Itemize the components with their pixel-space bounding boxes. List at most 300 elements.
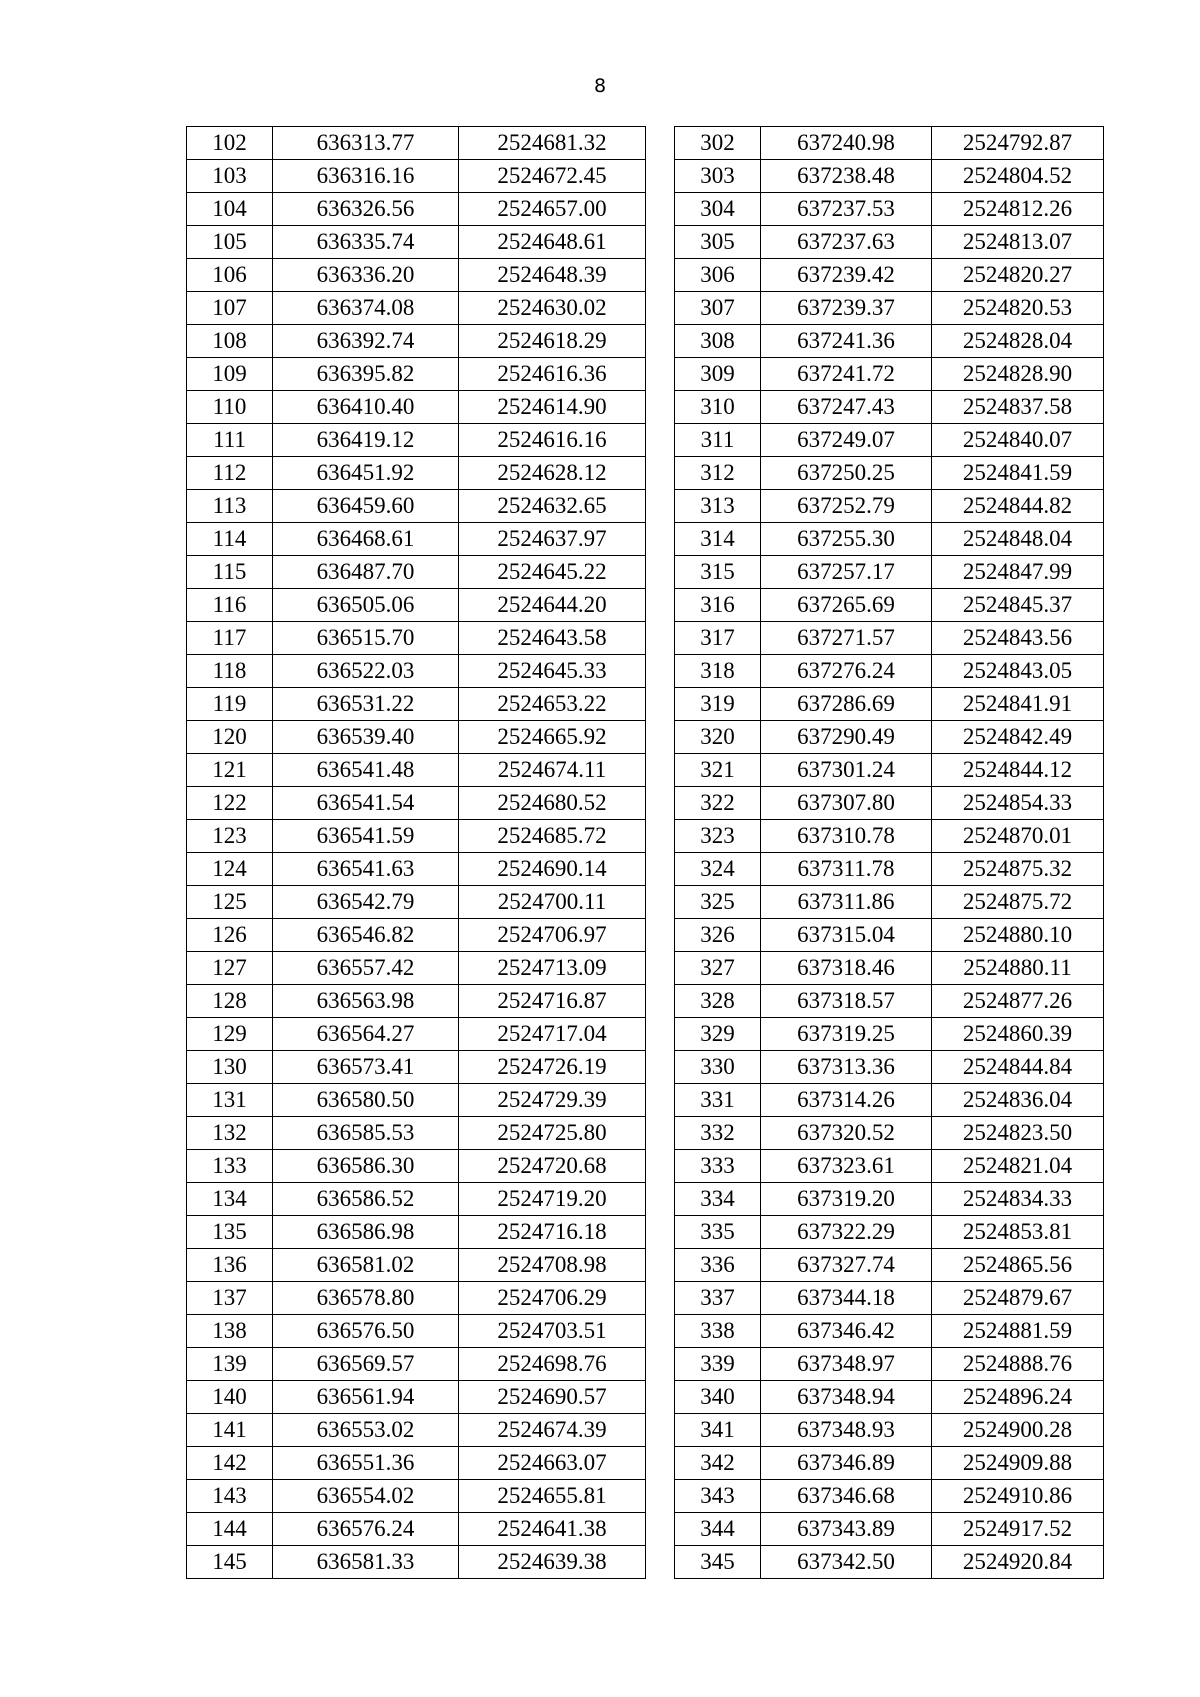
point-number-cell: 125 [187, 886, 273, 919]
table-row [187, 1315, 646, 1348]
y-coordinate-cell: 2524717.04 [459, 1018, 646, 1051]
point-number-cell: 115 [187, 556, 273, 589]
x-coordinate-cell: 636576.50 [273, 1315, 459, 1348]
x-coordinate-cell: 636326.56 [273, 193, 459, 226]
point-number-cell: 138 [187, 1315, 273, 1348]
table-row [187, 1447, 646, 1480]
point-number-cell: 320 [675, 721, 761, 754]
y-coordinate-cell: 2524713.09 [459, 952, 646, 985]
y-coordinate-cell: 2524865.56 [932, 1249, 1104, 1282]
table-row [675, 1084, 1104, 1117]
table-row [675, 1513, 1104, 1546]
table-row [187, 556, 646, 589]
point-number-cell: 340 [675, 1381, 761, 1414]
y-coordinate-cell: 2524719.20 [459, 1183, 646, 1216]
y-coordinate-cell: 2524653.22 [459, 688, 646, 721]
y-coordinate-cell: 2524657.00 [459, 193, 646, 226]
table-row [675, 721, 1104, 754]
y-coordinate-cell: 2524690.57 [459, 1381, 646, 1414]
y-coordinate-cell: 2524645.22 [459, 556, 646, 589]
table-row [187, 523, 646, 556]
x-coordinate-cell: 637343.89 [761, 1513, 932, 1546]
x-coordinate-cell: 637276.24 [761, 655, 932, 688]
y-coordinate-cell: 2524880.10 [932, 919, 1104, 952]
point-number-cell: 144 [187, 1513, 273, 1546]
table-row [187, 787, 646, 820]
point-number-cell: 126 [187, 919, 273, 952]
table-row [187, 622, 646, 655]
table-row [187, 1249, 646, 1282]
table-row [675, 1018, 1104, 1051]
y-coordinate-cell: 2524706.29 [459, 1282, 646, 1315]
point-number-cell: 339 [675, 1348, 761, 1381]
y-coordinate-cell: 2524716.18 [459, 1216, 646, 1249]
y-coordinate-cell: 2524813.07 [932, 226, 1104, 259]
x-coordinate-cell: 637344.18 [761, 1282, 932, 1315]
point-number-cell: 342 [675, 1447, 761, 1480]
table-row [187, 721, 646, 754]
y-coordinate-cell: 2524716.87 [459, 985, 646, 1018]
table-row [675, 292, 1104, 325]
point-number-cell: 312 [675, 457, 761, 490]
y-coordinate-cell: 2524842.49 [932, 721, 1104, 754]
table-row [675, 457, 1104, 490]
x-coordinate-cell: 637346.68 [761, 1480, 932, 1513]
point-number-cell: 133 [187, 1150, 273, 1183]
point-number-cell: 337 [675, 1282, 761, 1315]
y-coordinate-cell: 2524685.72 [459, 820, 646, 853]
y-coordinate-cell: 2524792.87 [932, 127, 1104, 160]
x-coordinate-cell: 636563.98 [273, 985, 459, 1018]
table-row [675, 952, 1104, 985]
table-row [675, 1480, 1104, 1513]
x-coordinate-cell: 637240.98 [761, 127, 932, 160]
y-coordinate-cell: 2524700.11 [459, 886, 646, 919]
table-row [675, 1381, 1104, 1414]
y-coordinate-cell: 2524632.65 [459, 490, 646, 523]
point-number-cell: 110 [187, 391, 273, 424]
x-coordinate-cell: 636505.06 [273, 589, 459, 622]
x-coordinate-cell: 636586.98 [273, 1216, 459, 1249]
point-number-cell: 311 [675, 424, 761, 457]
point-number-cell: 103 [187, 160, 273, 193]
point-number-cell: 341 [675, 1414, 761, 1447]
table-row [675, 1249, 1104, 1282]
x-coordinate-cell: 636578.80 [273, 1282, 459, 1315]
table-row [187, 688, 646, 721]
y-coordinate-cell: 2524877.26 [932, 985, 1104, 1018]
point-number-cell: 111 [187, 424, 273, 457]
table-row [187, 1348, 646, 1381]
y-coordinate-cell: 2524703.51 [459, 1315, 646, 1348]
y-coordinate-cell: 2524641.38 [459, 1513, 646, 1546]
point-number-cell: 306 [675, 259, 761, 292]
y-coordinate-cell: 2524841.91 [932, 688, 1104, 721]
x-coordinate-cell: 637327.74 [761, 1249, 932, 1282]
y-coordinate-cell: 2524674.39 [459, 1414, 646, 1447]
y-coordinate-cell: 2524888.76 [932, 1348, 1104, 1381]
point-number-cell: 104 [187, 193, 273, 226]
x-coordinate-cell: 637239.37 [761, 292, 932, 325]
y-coordinate-cell: 2524837.58 [932, 391, 1104, 424]
point-number-cell: 325 [675, 886, 761, 919]
page-number: 8 [593, 75, 607, 97]
point-number-cell: 141 [187, 1414, 273, 1447]
table-row [187, 193, 646, 226]
x-coordinate-cell: 637346.89 [761, 1447, 932, 1480]
x-coordinate-cell: 636554.02 [273, 1480, 459, 1513]
coordinate-table-right-body [675, 127, 1104, 1579]
table-row [675, 358, 1104, 391]
x-coordinate-cell: 636586.52 [273, 1183, 459, 1216]
y-coordinate-cell: 2524848.04 [932, 523, 1104, 556]
point-number-cell: 118 [187, 655, 273, 688]
x-coordinate-cell: 637290.49 [761, 721, 932, 754]
point-number-cell: 124 [187, 853, 273, 886]
x-coordinate-cell: 637241.72 [761, 358, 932, 391]
table-row [675, 655, 1104, 688]
point-number-cell: 329 [675, 1018, 761, 1051]
x-coordinate-cell: 636580.50 [273, 1084, 459, 1117]
point-number-cell: 131 [187, 1084, 273, 1117]
table-row [187, 358, 646, 391]
point-number-cell: 117 [187, 622, 273, 655]
table-row [675, 1051, 1104, 1084]
table-row [675, 820, 1104, 853]
point-number-cell: 113 [187, 490, 273, 523]
y-coordinate-cell: 2524840.07 [932, 424, 1104, 457]
y-coordinate-cell: 2524708.98 [459, 1249, 646, 1282]
x-coordinate-cell: 636546.82 [273, 919, 459, 952]
y-coordinate-cell: 2524628.12 [459, 457, 646, 490]
x-coordinate-cell: 636553.02 [273, 1414, 459, 1447]
x-coordinate-cell: 636576.24 [273, 1513, 459, 1546]
table-row [187, 226, 646, 259]
table-row [187, 1216, 646, 1249]
x-coordinate-cell: 636459.60 [273, 490, 459, 523]
x-coordinate-cell: 637310.78 [761, 820, 932, 853]
x-coordinate-cell: 637319.25 [761, 1018, 932, 1051]
x-coordinate-cell: 636335.74 [273, 226, 459, 259]
y-coordinate-cell: 2524644.20 [459, 589, 646, 622]
x-coordinate-cell: 636392.74 [273, 325, 459, 358]
point-number-cell: 313 [675, 490, 761, 523]
x-coordinate-cell: 637323.61 [761, 1150, 932, 1183]
x-coordinate-cell: 636541.63 [273, 853, 459, 886]
table-row [187, 259, 646, 292]
table-row [187, 1480, 646, 1513]
table-row [675, 523, 1104, 556]
point-number-cell: 302 [675, 127, 761, 160]
point-number-cell: 128 [187, 985, 273, 1018]
table-row [675, 1348, 1104, 1381]
point-number-cell: 139 [187, 1348, 273, 1381]
point-number-cell: 140 [187, 1381, 273, 1414]
point-number-cell: 309 [675, 358, 761, 391]
point-number-cell: 332 [675, 1117, 761, 1150]
x-coordinate-cell: 637237.63 [761, 226, 932, 259]
table-row [187, 391, 646, 424]
x-coordinate-cell: 637252.79 [761, 490, 932, 523]
table-row [675, 688, 1104, 721]
table-row [675, 1183, 1104, 1216]
table-row [187, 1018, 646, 1051]
y-coordinate-cell: 2524870.01 [932, 820, 1104, 853]
y-coordinate-cell: 2524880.11 [932, 952, 1104, 985]
table-row [675, 1447, 1104, 1480]
point-number-cell: 120 [187, 721, 273, 754]
table-row [187, 490, 646, 523]
point-number-cell: 330 [675, 1051, 761, 1084]
x-coordinate-cell: 637311.78 [761, 853, 932, 886]
x-coordinate-cell: 636586.30 [273, 1150, 459, 1183]
y-coordinate-cell: 2524616.36 [459, 358, 646, 391]
y-coordinate-cell: 2524672.45 [459, 160, 646, 193]
y-coordinate-cell: 2524821.04 [932, 1150, 1104, 1183]
y-coordinate-cell: 2524665.92 [459, 721, 646, 754]
x-coordinate-cell: 637320.52 [761, 1117, 932, 1150]
table-row [675, 424, 1104, 457]
table-row [675, 886, 1104, 919]
x-coordinate-cell: 637348.94 [761, 1381, 932, 1414]
x-coordinate-cell: 636419.12 [273, 424, 459, 457]
y-coordinate-cell: 2524860.39 [932, 1018, 1104, 1051]
y-coordinate-cell: 2524663.07 [459, 1447, 646, 1480]
table-row [187, 820, 646, 853]
y-coordinate-cell: 2524875.32 [932, 853, 1104, 886]
point-number-cell: 106 [187, 259, 273, 292]
y-coordinate-cell: 2524844.84 [932, 1051, 1104, 1084]
table-row [675, 259, 1104, 292]
point-number-cell: 121 [187, 754, 273, 787]
x-coordinate-cell: 637319.20 [761, 1183, 932, 1216]
x-coordinate-cell: 636542.79 [273, 886, 459, 919]
table-row [675, 1117, 1104, 1150]
point-number-cell: 321 [675, 754, 761, 787]
y-coordinate-cell: 2524616.16 [459, 424, 646, 457]
point-number-cell: 318 [675, 655, 761, 688]
x-coordinate-cell: 636541.48 [273, 754, 459, 787]
point-number-cell: 114 [187, 523, 273, 556]
x-coordinate-cell: 636313.77 [273, 127, 459, 160]
table-row [675, 391, 1104, 424]
point-number-cell: 331 [675, 1084, 761, 1117]
point-number-cell: 129 [187, 1018, 273, 1051]
x-coordinate-cell: 637307.80 [761, 787, 932, 820]
table-row [675, 754, 1104, 787]
x-coordinate-cell: 636468.61 [273, 523, 459, 556]
x-coordinate-cell: 636395.82 [273, 358, 459, 391]
point-number-cell: 123 [187, 820, 273, 853]
point-number-cell: 345 [675, 1546, 761, 1579]
point-number-cell: 119 [187, 688, 273, 721]
table-row [675, 193, 1104, 226]
x-coordinate-cell: 636581.33 [273, 1546, 459, 1579]
x-coordinate-cell: 637314.26 [761, 1084, 932, 1117]
point-number-cell: 307 [675, 292, 761, 325]
y-coordinate-cell: 2524900.28 [932, 1414, 1104, 1447]
y-coordinate-cell: 2524681.32 [459, 127, 646, 160]
y-coordinate-cell: 2524854.33 [932, 787, 1104, 820]
point-number-cell: 116 [187, 589, 273, 622]
point-number-cell: 326 [675, 919, 761, 952]
y-coordinate-cell: 2524812.26 [932, 193, 1104, 226]
table-row [187, 325, 646, 358]
y-coordinate-cell: 2524725.80 [459, 1117, 646, 1150]
table-row [675, 556, 1104, 589]
x-coordinate-cell: 637348.93 [761, 1414, 932, 1447]
point-number-cell: 305 [675, 226, 761, 259]
table-row [187, 424, 646, 457]
point-number-cell: 324 [675, 853, 761, 886]
point-number-cell: 315 [675, 556, 761, 589]
point-number-cell: 314 [675, 523, 761, 556]
point-number-cell: 338 [675, 1315, 761, 1348]
x-coordinate-cell: 637250.25 [761, 457, 932, 490]
y-coordinate-cell: 2524844.12 [932, 754, 1104, 787]
point-number-cell: 134 [187, 1183, 273, 1216]
y-coordinate-cell: 2524843.05 [932, 655, 1104, 688]
x-coordinate-cell: 637271.57 [761, 622, 932, 655]
y-coordinate-cell: 2524836.04 [932, 1084, 1104, 1117]
table-row [187, 985, 646, 1018]
y-coordinate-cell: 2524804.52 [932, 160, 1104, 193]
table-row [187, 754, 646, 787]
y-coordinate-cell: 2524643.58 [459, 622, 646, 655]
table-row [675, 1315, 1104, 1348]
y-coordinate-cell: 2524879.67 [932, 1282, 1104, 1315]
point-number-cell: 333 [675, 1150, 761, 1183]
table-row [675, 919, 1104, 952]
table-row [187, 1150, 646, 1183]
y-coordinate-cell: 2524910.86 [932, 1480, 1104, 1513]
x-coordinate-cell: 636551.36 [273, 1447, 459, 1480]
y-coordinate-cell: 2524674.11 [459, 754, 646, 787]
table-row [675, 1414, 1104, 1447]
table-row [675, 622, 1104, 655]
y-coordinate-cell: 2524720.68 [459, 1150, 646, 1183]
y-coordinate-cell: 2524881.59 [932, 1315, 1104, 1348]
x-coordinate-cell: 637286.69 [761, 688, 932, 721]
y-coordinate-cell: 2524690.14 [459, 853, 646, 886]
table-row [187, 127, 646, 160]
point-number-cell: 316 [675, 589, 761, 622]
table-row [187, 1084, 646, 1117]
table-row [675, 1150, 1104, 1183]
y-coordinate-cell: 2524920.84 [932, 1546, 1104, 1579]
x-coordinate-cell: 636541.59 [273, 820, 459, 853]
y-coordinate-cell: 2524845.37 [932, 589, 1104, 622]
coordinate-table-left-body [187, 127, 646, 1579]
y-coordinate-cell: 2524655.81 [459, 1480, 646, 1513]
point-number-cell: 336 [675, 1249, 761, 1282]
table-row [187, 1546, 646, 1579]
y-coordinate-cell: 2524843.56 [932, 622, 1104, 655]
y-coordinate-cell: 2524648.61 [459, 226, 646, 259]
x-coordinate-cell: 637348.97 [761, 1348, 932, 1381]
table-row [187, 1282, 646, 1315]
point-number-cell: 335 [675, 1216, 761, 1249]
point-number-cell: 304 [675, 193, 761, 226]
x-coordinate-cell: 637255.30 [761, 523, 932, 556]
x-coordinate-cell: 636522.03 [273, 655, 459, 688]
y-coordinate-cell: 2524637.97 [459, 523, 646, 556]
point-number-cell: 127 [187, 952, 273, 985]
x-coordinate-cell: 637249.07 [761, 424, 932, 457]
point-number-cell: 323 [675, 820, 761, 853]
point-number-cell: 145 [187, 1546, 273, 1579]
table-row [187, 292, 646, 325]
x-coordinate-cell: 636581.02 [273, 1249, 459, 1282]
coordinate-table-right [674, 126, 1104, 1579]
y-coordinate-cell: 2524896.24 [932, 1381, 1104, 1414]
table-row [675, 325, 1104, 358]
x-coordinate-cell: 636410.40 [273, 391, 459, 424]
x-coordinate-cell: 636336.20 [273, 259, 459, 292]
table-row [187, 1051, 646, 1084]
point-number-cell: 135 [187, 1216, 273, 1249]
x-coordinate-cell: 636487.70 [273, 556, 459, 589]
x-coordinate-cell: 636561.94 [273, 1381, 459, 1414]
y-coordinate-cell: 2524706.97 [459, 919, 646, 952]
point-number-cell: 317 [675, 622, 761, 655]
table-row [187, 589, 646, 622]
table-row [187, 457, 646, 490]
x-coordinate-cell: 636451.92 [273, 457, 459, 490]
point-number-cell: 107 [187, 292, 273, 325]
table-row [675, 985, 1104, 1018]
y-coordinate-cell: 2524729.39 [459, 1084, 646, 1117]
x-coordinate-cell: 637322.29 [761, 1216, 932, 1249]
table-row [675, 1546, 1104, 1579]
x-coordinate-cell: 636374.08 [273, 292, 459, 325]
y-coordinate-cell: 2524680.52 [459, 787, 646, 820]
point-number-cell: 319 [675, 688, 761, 721]
point-number-cell: 328 [675, 985, 761, 1018]
table-row [675, 787, 1104, 820]
point-number-cell: 105 [187, 226, 273, 259]
table-row [187, 1513, 646, 1546]
table-row [675, 1216, 1104, 1249]
y-coordinate-cell: 2524614.90 [459, 391, 646, 424]
y-coordinate-cell: 2524648.39 [459, 259, 646, 292]
table-row [187, 886, 646, 919]
table-row [187, 160, 646, 193]
point-number-cell: 303 [675, 160, 761, 193]
table-row [187, 1183, 646, 1216]
y-coordinate-cell: 2524844.82 [932, 490, 1104, 523]
y-coordinate-cell: 2524828.90 [932, 358, 1104, 391]
table-row [187, 1414, 646, 1447]
x-coordinate-cell: 637318.57 [761, 985, 932, 1018]
x-coordinate-cell: 637238.48 [761, 160, 932, 193]
x-coordinate-cell: 637301.24 [761, 754, 932, 787]
x-coordinate-cell: 637241.36 [761, 325, 932, 358]
point-number-cell: 122 [187, 787, 273, 820]
table-row [187, 919, 646, 952]
point-number-cell: 112 [187, 457, 273, 490]
x-coordinate-cell: 637239.42 [761, 259, 932, 292]
point-number-cell: 142 [187, 1447, 273, 1480]
point-number-cell: 137 [187, 1282, 273, 1315]
x-coordinate-cell: 637247.43 [761, 391, 932, 424]
y-coordinate-cell: 2524618.29 [459, 325, 646, 358]
y-coordinate-cell: 2524828.04 [932, 325, 1104, 358]
point-number-cell: 102 [187, 127, 273, 160]
y-coordinate-cell: 2524847.99 [932, 556, 1104, 589]
y-coordinate-cell: 2524698.76 [459, 1348, 646, 1381]
x-coordinate-cell: 637237.53 [761, 193, 932, 226]
